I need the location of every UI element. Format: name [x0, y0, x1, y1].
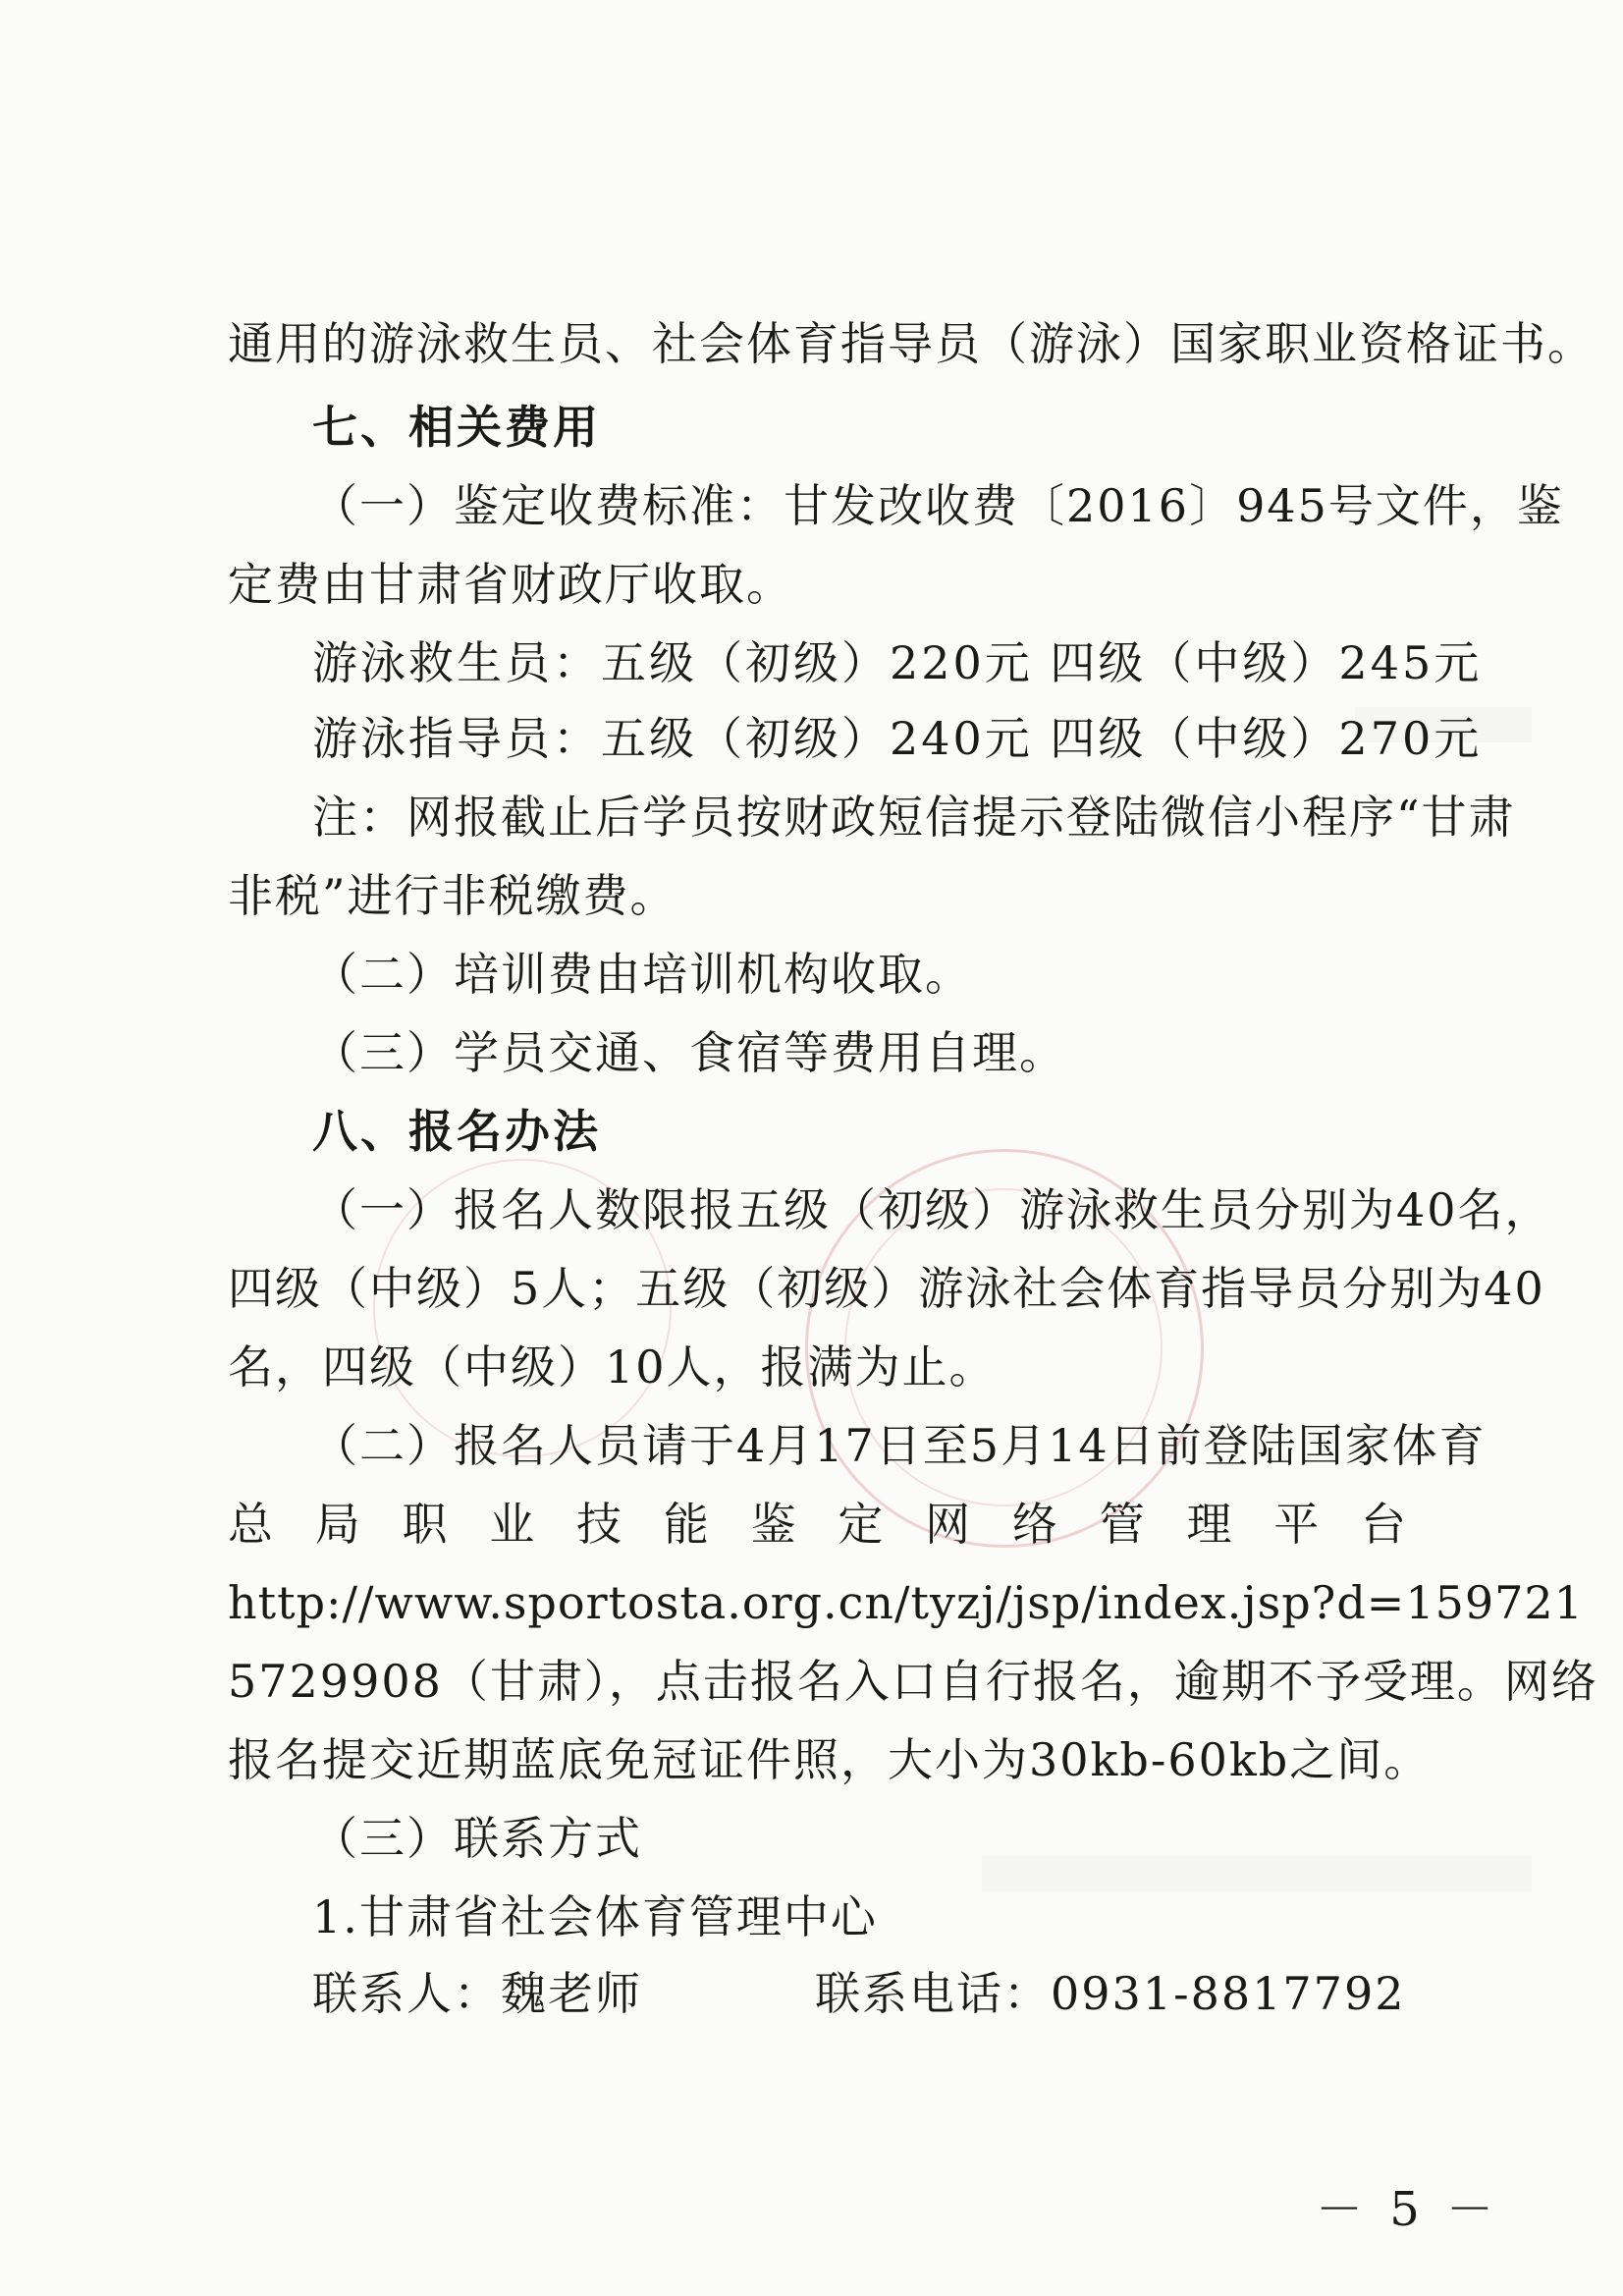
contact-phone: 联系电话：0931-8817792 [815, 1967, 1406, 2020]
subheading-contact: （三）联系方式 [312, 1812, 642, 1865]
paragraph-line: （二）培训费由培训机构收取。 [312, 948, 972, 1001]
paragraph-line: 5729908（甘肃），点击报名入口自行报名，逾期不予受理。网络 [228, 1655, 1598, 1708]
registration-url[interactable]: http://www.sportosta.org.cn/tyzj/jsp/index.jsp?d=159721 [228, 1576, 1584, 1629]
paragraph-line: 非税”进行非税缴费。 [228, 869, 677, 922]
page-number: － 5 － [1316, 2182, 1500, 2237]
paragraph-line: （三）学员交通、食宿等费用自理。 [312, 1026, 1066, 1079]
contact-person: 联系人：魏老师 [312, 1967, 642, 2020]
section-heading-fees: 七、相关费用 [312, 401, 601, 454]
paragraph-line: （一）报名人数限报五级（初级）游泳救生员分别为40名， [312, 1183, 1552, 1236]
bleed-through-mark [982, 1856, 1532, 1891]
fee-line-instructor: 游泳指导员：五级（初级）240元 四级（中级）270元 [312, 712, 1483, 765]
paragraph-line: 四级（中级）5人；五级（初级）游泳社会体育指导员分别为40 [228, 1262, 1545, 1315]
paragraph-line: （二）报名人员请于4月17日至5月14日前登陆国家体育 [312, 1419, 1487, 1472]
contact-organization: 1.甘肃省社会体育管理中心 [312, 1890, 878, 1943]
section-heading-registration: 八、报名办法 [312, 1105, 601, 1158]
paragraph-line: 报名提交近期蓝底免冠证件照，大小为30kb-60kb之间。 [228, 1733, 1432, 1786]
paragraph-line: 定费由甘肃省财政厅收取。 [228, 558, 793, 611]
paragraph-line: （一）鉴定收费标准：甘发改收费〔2016〕945号文件，鉴 [312, 479, 1564, 532]
fee-line-lifeguard: 游泳救生员：五级（初级）220元 四级（中级）245元 [312, 636, 1483, 689]
paragraph-line: 通用的游泳救生员、社会体育指导员（游泳）国家职业资格证书。 [228, 317, 1595, 370]
paragraph-line: 注：网报截止后学员按财政短信提示登陆微信小程序“甘肃 [312, 791, 1516, 844]
paragraph-line: 名，四级（中级）10人，报满为止。 [228, 1340, 997, 1394]
paragraph-line: 总局职业技能鉴定网络管理平台 [228, 1498, 1430, 1551]
